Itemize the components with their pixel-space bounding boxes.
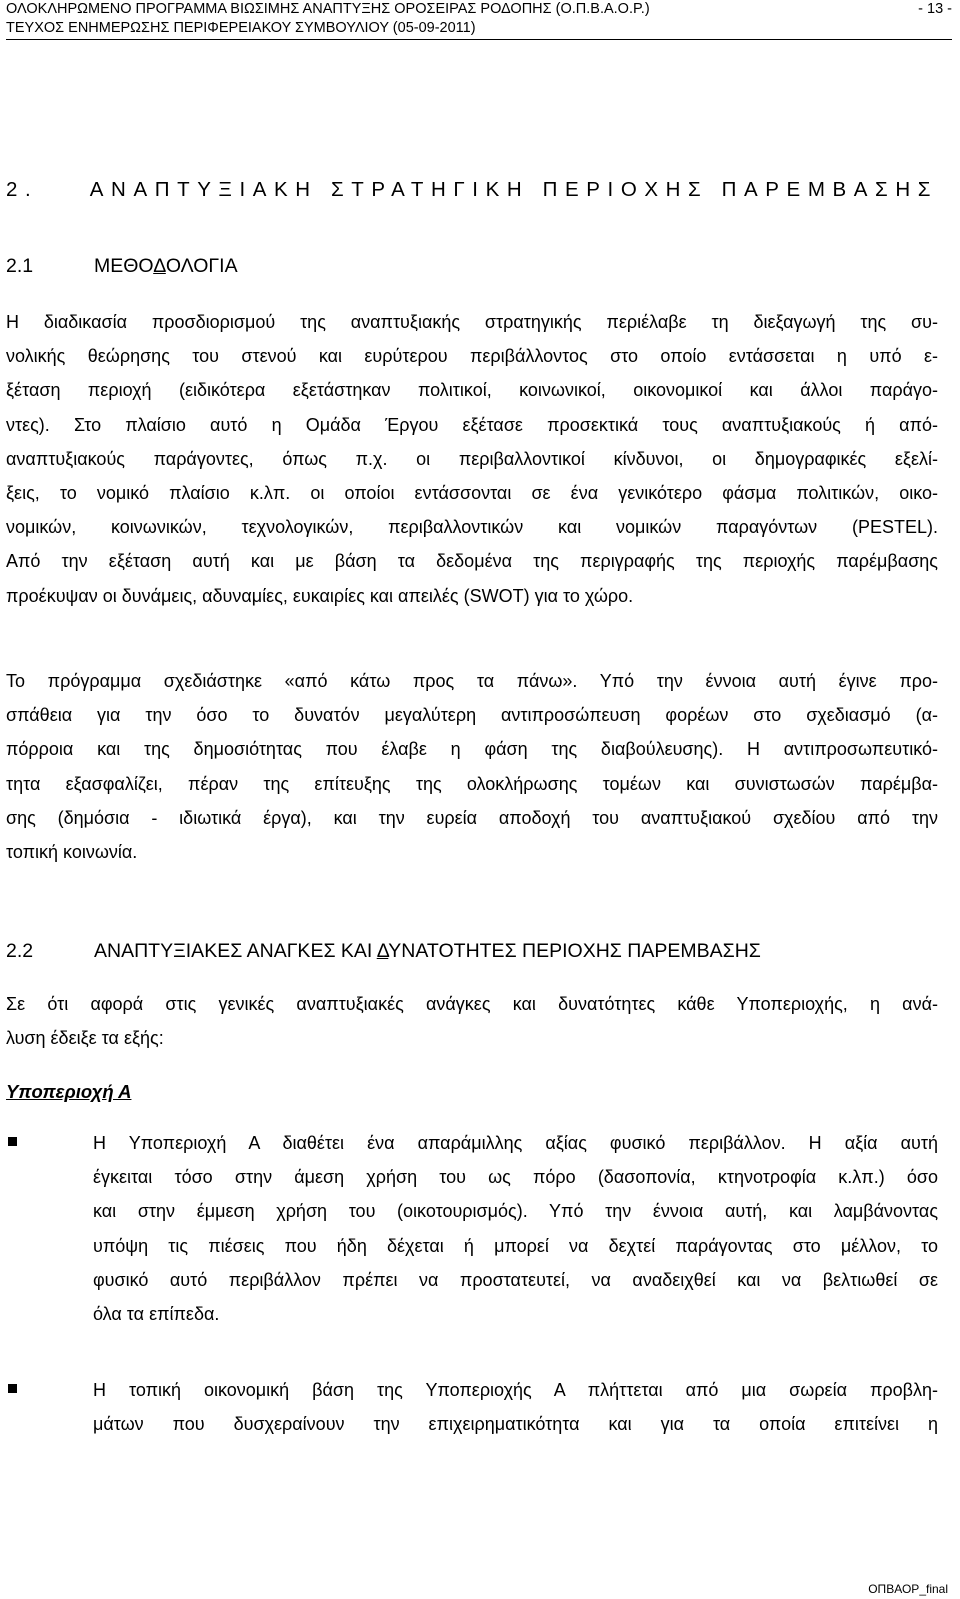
needs-intro-paragraph: [6, 987, 938, 1055]
text-line: τοπική κοινωνία.: [6, 842, 138, 863]
text-line: έγκειται τόσο στην άμεση χρήση του ως πόρο (δασοπονία, κτηνοτροφία κ.λπ.) όσο: [93, 1167, 938, 1188]
text-line: σπάθεια για την όσο το δυνατόν μεγαλύτερη αντιπροσώπευση φορέων στο σχεδιασμό (α-: [6, 705, 938, 726]
section-title-text: ΑΝΑΠΤΥΞΙΑΚΗ ΣΤΡΑΤΗΓΙΚΗ ΠΕΡΙΟΧΗΣ ΠΑΡΕΜΒΑΣΗΣ: [89, 178, 939, 201]
heading-2-1-number: 2.1: [6, 255, 34, 277]
heading-2-1-title-c: ΟΛΟΓΙΑ: [165, 255, 238, 277]
text-line: Η διαδικασία προσδιορισμού της αναπτυξιακής στρατηγικής περιέλαβε τη διεξαγωγή της συ-: [6, 312, 938, 332]
running-header: [6, 0, 952, 40]
text-line: ντες). Στο πλαίσιο αυτό η Ομάδα Έργου εξέτασε προσεκτικά τους αναπτυξιακούς ή από-: [6, 414, 938, 435]
text-line: όλα τα επίπεδα.: [93, 1304, 220, 1325]
text-line: τητα εξασφαλίζει, πέραν της επίτευξης της ολοκλήρωσης τομέων και συνιστωσών παρέμβα-: [6, 773, 938, 794]
footer-filename: ΟΠΒΑΟΡ_final: [868, 1582, 948, 1596]
text-line: Η τοπική οικονομική βάση της Υποπεριοχής Α πλήττεται από μια σωρεία προβλη-: [93, 1380, 938, 1400]
text-line: πόρροια και της δημοσιότητας που έλαβε η φάση της διαβούλευσης). Η αντιπροσωπευτικό-: [6, 739, 938, 760]
text-line: αναπτυξιακούς παράγοντες, όπως π.χ. οι περιβαλλοντικοί κίνδυνοι, οι δημογραφικές εξελί-: [6, 448, 938, 469]
text-line: προέκυψαν οι δυνάμεις, αδυναμίες, ευκαιρίες και απειλές (SWOT) για το χώρο.: [6, 585, 634, 606]
text-line: Το πρόγραμμα σχεδιάστηκε «από κάτω προς τα πάνω». Υπό την έννοια αυτή έγινε προ-: [6, 671, 938, 691]
square-bullet-icon: [8, 1137, 17, 1146]
text-line: σης (δημόσια - ιδιωτικά έργα), και την ευρεία αποδοχή του αναπτυξιακού σχεδίου από την: [6, 807, 938, 828]
header-divider: [6, 39, 952, 40]
header-program-title: ΟΛΟΚΛΗΡΩΜΕΝΟ ΠΡΟΓΡΑΜΜΑ ΒΙΩΣΙΜΗΣ ΑΝΑΠΤΥΞΗΣ ΟΡΟΣΕΙΡΑΣ ΡΟΔΟΠΗΣ (Ο.Π.Β.Α.Ο.Ρ.): [6, 1, 650, 17]
text-line: νομικών, κοινωνικών, τεχνολογικών, περιβαλλοντικών και νομικών παραγόντων (PESTEL).: [6, 517, 938, 538]
header-page-number: - 13 -: [918, 1, 952, 17]
heading-2-2: [6, 940, 761, 963]
text-line: Σε ότι αφορά στις γενικές αναπτυξιακές ανάγκες και δυνατότητες κάθε Υποπεριοχής, η ανά-: [6, 994, 938, 1014]
text-line: Η Υποπεριοχή Α διαθέτει ένα απαράμιλλης αξίας φυσικό περιβάλλον. Η αξία αυτή: [93, 1133, 938, 1153]
heading-2-2-title-c: ΥΝΑΤΟΤΗΤΕΣ ΠΕΡΙΟΧΗΣ ΠΑΡΕΜΒΑΣΗΣ: [388, 940, 761, 962]
methodology-paragraph-2: [6, 664, 938, 869]
header-issue-title: ΤΕΥΧΟΣ ΕΝΗΜΕΡΩΣΗΣ ΠΕΡΙΦΕΡΕΙΑΚΟΥ ΣΥΜΒΟΥΛΙΟΥ (05-09-2011): [6, 20, 476, 36]
methodology-paragraph-1: [6, 305, 938, 613]
text-line: φυσικό αυτό περιβάλλον πρέπει να προστατευτεί, να αναδειχθεί και να βελτιωθεί σε: [93, 1269, 938, 1290]
subregion-a-heading: Υποπεριοχή Α: [6, 1081, 132, 1102]
bullet-item-1: [93, 1126, 938, 1331]
heading-2-2-number: 2.2: [6, 940, 34, 962]
text-line: νολικής θεώρησης του στενού και ευρύτερου περιβάλλοντος στο οποίο εντάσσεται η υπό ε-: [6, 346, 938, 367]
heading-2-1: [6, 255, 238, 278]
text-line: Από την εξέταση αυτή και με βάση τα δεδομένα της περιγραφής της περιοχής παρέμβασης: [6, 551, 938, 572]
text-line: ξεις, το νομικό πλαίσιο κ.λπ. οι οποίοι εντάσσονται σε ένα γενικότερο φάσμα πολιτικών, οικο-: [6, 483, 938, 504]
text-line: λυση έδειξε τα εξής:: [6, 1028, 164, 1049]
bullet-item-2: [93, 1373, 938, 1441]
section-title: [6, 178, 952, 202]
section-number: 2.: [6, 178, 39, 201]
text-line: υπόψη τις πιέσεις που ήδη δέχεται ή μπορεί να δεχτεί παράγοντας στο μέλλον, το: [93, 1235, 938, 1256]
text-line: και στην έμμεση χρήση του (οικοτουρισμός). Υπό την έννοια αυτή, και λαμβάνοντας: [93, 1201, 938, 1222]
heading-2-2-title-b: Δ: [376, 940, 389, 962]
text-line: ξέταση περιοχή (ειδικότερα εξετάστηκαν πολιτικοί, κοινωνικοί, οικονομικοί και άλλοι παράγο-: [6, 380, 938, 401]
heading-2-2-title-a: ΑΝΑΠΤΥΞΙΑΚΕΣ ΑΝΑΓΚΕΣ ΚΑΙ: [94, 940, 377, 962]
square-bullet-icon: [8, 1384, 17, 1393]
heading-2-1-title-b: Δ: [153, 255, 166, 277]
heading-2-1-title-a: ΜΕΘΟ: [94, 255, 154, 277]
text-line: μάτων που δυσχεραίνουν την επιχειρηματικότητα και για τα οποία επιτείνει η: [93, 1414, 938, 1435]
